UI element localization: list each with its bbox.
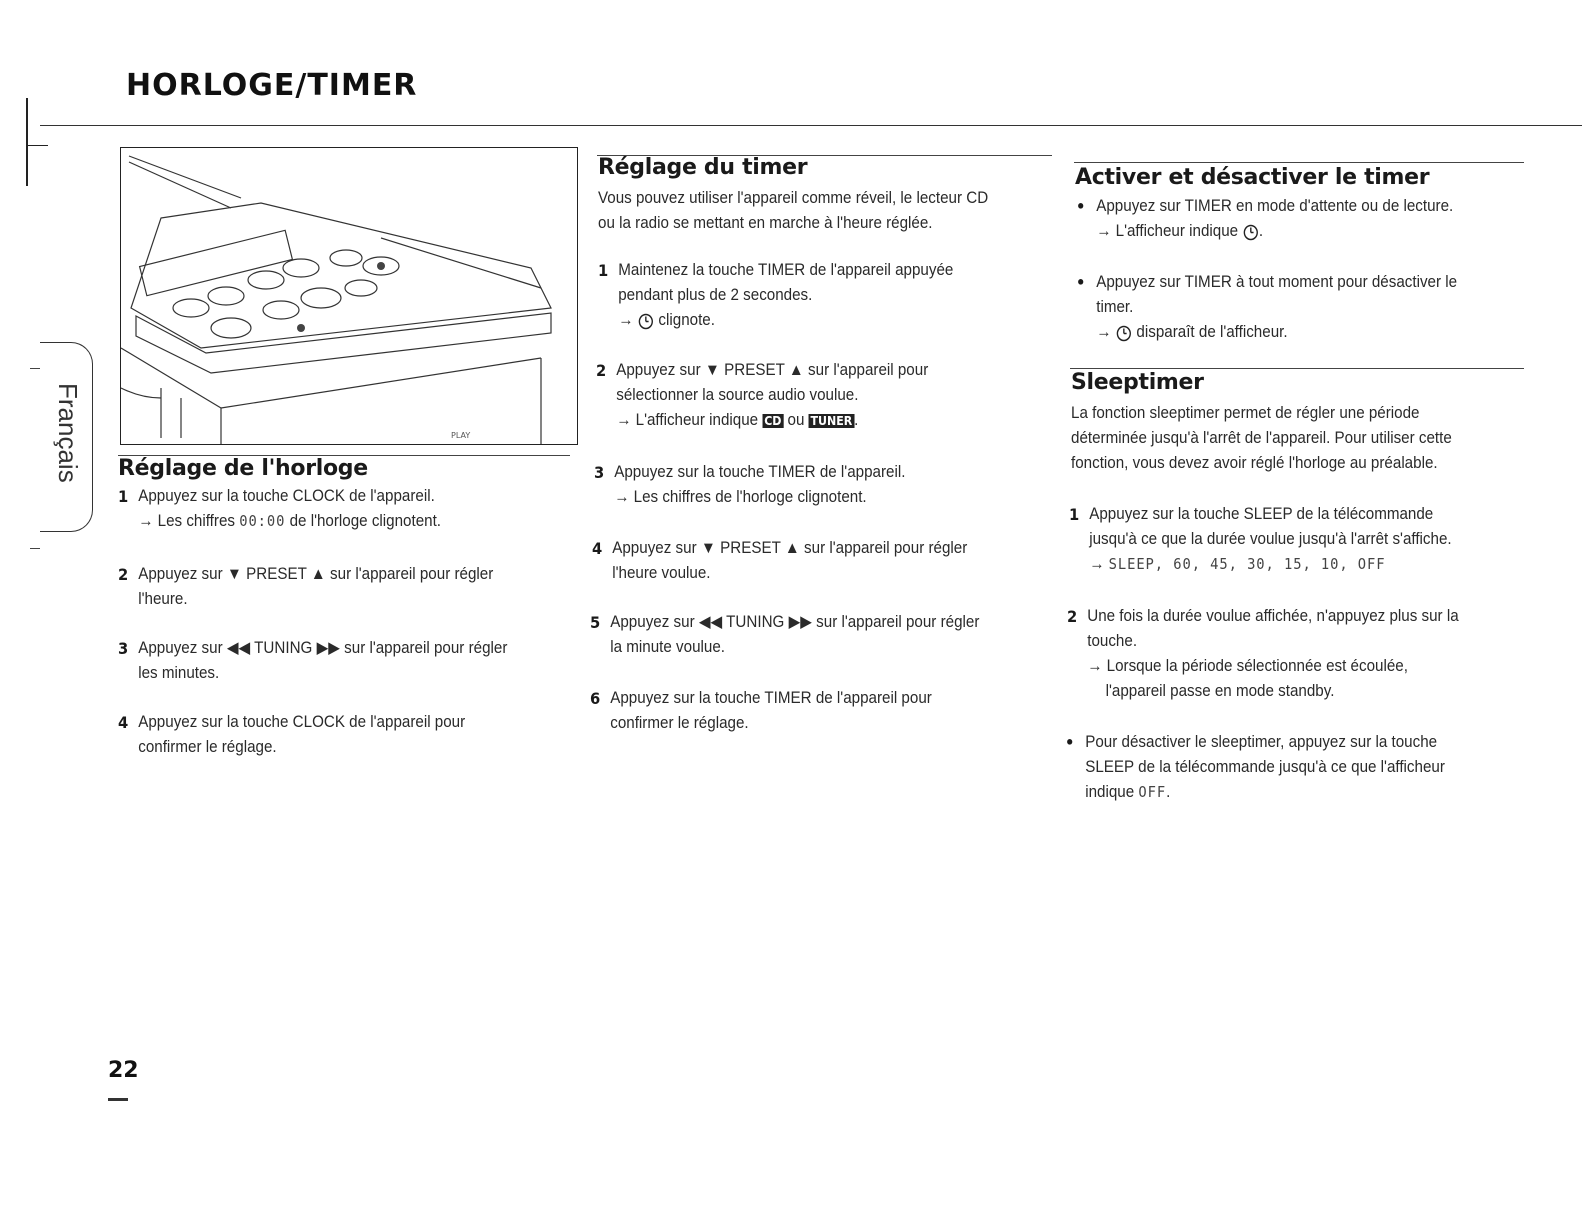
step-text: l'heure. [138,590,188,608]
timer-step-3 [594,460,1054,510]
step-text: Appuyez sur la touche CLOCK de l'appareil. [138,487,435,505]
section-rule [1070,368,1524,369]
step-text: Appuyez sur la touche SLEEP de la télécommande [1089,505,1434,523]
bullet-text: indique OFF. [1085,783,1171,801]
bullet-result: → L'afficheur indique . [1096,222,1264,240]
page-heading: HORLOGE/TIMER [126,68,418,103]
step-number: 1 [1069,505,1080,524]
bullet-icon: • [1076,273,1086,292]
step-text: confirmer le réglage. [138,738,277,756]
step-text: confirmer le réglage. [610,714,749,732]
rewind-icon: ◀◀ [698,613,723,631]
step-result [1089,552,1538,577]
header-rule [40,125,1582,126]
right-arrow-icon: → [1096,222,1112,240]
step-text: Appuyez sur la touche TIMER de l'appareil pour [610,689,932,707]
step-text: sélectionner la source audio voulue. [616,386,859,404]
sleep-bullet [1065,730,1534,805]
down-triangle-icon: ▼ [700,539,716,557]
sleep-step-1 [1069,502,1538,577]
step-text: Appuyez sur la touche TIMER de l'appareil. [614,463,906,481]
clock-step-1 [118,484,578,534]
rewind-icon: ◀◀ [226,639,251,657]
page-number: 22 [108,1058,139,1083]
timer-intro: Vous pouvez utiliser l'appareil comme réveil, le lecteur CD ou la radio se mettant en marche à l'heure réglée. [598,189,989,232]
device-illustration [120,147,578,445]
margin-mark [30,368,40,369]
step-result: → Les chiffres 00:00 de l'horloge clignotent. [138,512,442,530]
step-text: la minute voulue. [610,638,726,656]
up-triangle-icon: ▲ [788,361,804,379]
bullet-result: → disparaît de l'afficheur. [1096,323,1288,341]
step-number: 6 [590,689,601,708]
fast-forward-icon: ▶▶ [788,613,812,631]
step-number: 2 [596,361,607,380]
right-arrow-icon: → [1089,555,1105,573]
page-number-underline [108,1098,128,1101]
timer-icon [1242,223,1259,241]
cd-source-badge: CD [764,413,782,428]
bullet-text: timer. [1096,298,1134,316]
step-text: l'heure voulue. [612,564,711,582]
step-number: 4 [592,539,603,558]
right-arrow-icon: → [138,512,154,530]
step-text: jusqu'à ce que la durée voulue jusqu'à l'arrêt s'affiche. [1089,530,1452,548]
step-text: Appuyez sur ▼ PRESET ▲ sur l'appareil pour [616,361,929,379]
language-tab [40,342,93,532]
down-triangle-icon: ▼ [226,565,242,583]
bullet-text: SLEEP de la télécommande jusqu'à ce que l'afficheur [1085,758,1445,776]
bullet-icon: • [1065,733,1075,752]
activate-bullet-1 [1076,194,1536,244]
tuner-source-badge: TUNER [810,413,853,428]
step-number: 4 [118,713,129,732]
timer-icon [1116,324,1133,342]
right-arrow-icon: → [618,311,634,329]
right-arrow-icon: → [614,488,630,506]
step-number: 5 [590,613,601,632]
step-text: Appuyez sur ▼ PRESET ▲ sur l'appareil pour régler [138,565,494,583]
clock-section-title: Réglage de l'horloge [118,456,368,481]
binding-mark [26,98,28,186]
step-text: Maintenez la touche TIMER de l'appareil appuyée [618,261,954,279]
timer-step-4 [592,536,1052,586]
lcd-display: SLEEP, 60, 45, 30, 15, 10, OFF [1108,555,1386,573]
down-triangle-icon: ▼ [704,361,720,379]
language-tab-label: Français [53,383,83,483]
step-result: → L'afficheur indique CD ou TUNER . [616,411,859,429]
bullet-icon: • [1076,197,1086,216]
up-triangle-icon: ▲ [310,565,326,583]
sleep-step-2 [1067,604,1536,704]
timer-section-title: Réglage du timer [598,155,808,180]
right-arrow-icon: → [1096,323,1112,341]
step-text: Appuyez sur la touche CLOCK de l'appareil pour [138,713,466,731]
right-arrow-icon: → [1087,657,1103,675]
clock-step-4 [118,710,578,760]
right-arrow-icon: → [616,411,632,429]
fast-forward-icon: ▶▶ [316,639,340,657]
step-text: Appuyez sur ◀◀ TUNING ▶▶ sur l'appareil pour régler [138,639,508,657]
device-label-play: PLAY [451,431,471,440]
timer-icon [638,312,655,330]
step-text: les minutes. [138,664,220,682]
sleep-section-title: Sleeptimer [1071,370,1204,395]
step-result: → clignote. [618,311,715,329]
bullet-text: Appuyez sur TIMER à tout moment pour désactiver le [1096,273,1458,291]
step-text: Appuyez sur ▼ PRESET ▲ sur l'appareil pour régler [612,539,968,557]
timer-step-2 [596,358,1056,433]
step-result: l'appareil passe en mode standby. [1105,682,1335,700]
timer-step-6 [590,686,1050,736]
bullet-text: Appuyez sur TIMER en mode d'attente ou de lecture. [1096,197,1454,215]
step-number: 2 [1067,607,1078,626]
step-text: pendant plus de 2 secondes. [618,286,813,304]
step-result: → Lorsque la période sélectionnée est écoulée, [1087,657,1408,675]
lcd-display: OFF [1138,783,1167,801]
up-triangle-icon: ▲ [784,539,800,557]
activate-bullet-2 [1076,270,1536,345]
bullet-text: Pour désactiver le sleeptimer, appuyez sur la touche [1085,733,1438,751]
step-number: 3 [118,639,129,658]
lcd-display: 00:00 [239,512,286,530]
activate-section-title: Activer et désactiver le timer [1075,165,1430,190]
step-number: 1 [598,261,609,280]
step-number: 1 [118,487,129,506]
binding-tick [26,145,48,146]
timer-step-5 [590,610,1050,660]
step-text: touche. [1087,632,1138,650]
clock-step-2 [118,562,578,612]
section-rule [1074,162,1524,163]
sleep-intro: La fonction sleeptimer permet de régler une période déterminée jusqu'à l'arrêt de l'appareil. Pour utiliser cette fonction, vous devez avoir réglé l'horloge au préalable. [1071,404,1452,472]
step-result: → Les chiffres de l'horloge clignotent. [614,488,867,506]
step-text: Une fois la durée voulue affichée, n'appuyez plus sur la [1087,607,1459,625]
margin-mark [30,548,40,549]
clock-step-3 [118,636,578,686]
step-number: 2 [118,565,129,584]
timer-step-1 [598,258,1058,333]
step-number: 3 [594,463,605,482]
step-text: Appuyez sur ◀◀ TUNING ▶▶ sur l'appareil pour régler [610,613,980,631]
device-line-drawing [121,148,577,444]
